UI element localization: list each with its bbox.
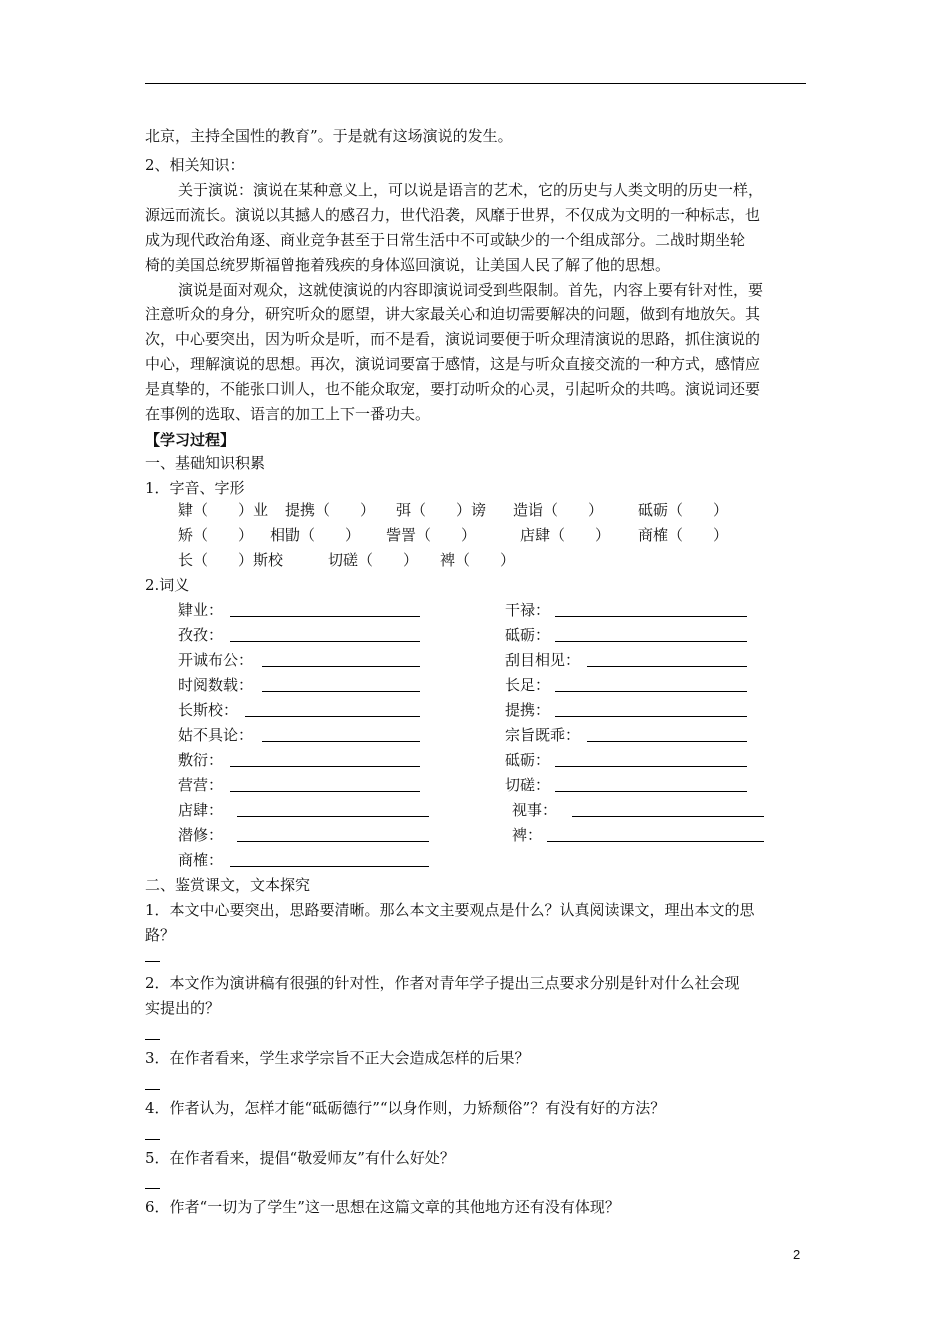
answer-blank[interactable] (555, 791, 747, 792)
vocabulary-heading: 2.词义 (145, 576, 190, 594)
pinyin-item: 訾詈（ ） (386, 526, 477, 544)
vocab-term: 时阅数载： (178, 676, 254, 694)
para2-line: 是真挚的，不能张口训人，也不能众取宠，要打动听众的心灵，引起听众的共鸣。演说词还要 (145, 380, 761, 398)
pinyin-item: 肄（ ）业 (178, 501, 269, 519)
answer-blank[interactable] (237, 841, 429, 842)
answer-blank[interactable] (555, 641, 747, 642)
answer-blank[interactable] (587, 741, 747, 742)
pinyin-item: 砥砺（ ） (638, 501, 729, 519)
page-number: 2 (793, 1247, 801, 1262)
pinyin-item: 提携（ ） (285, 501, 376, 519)
para2-line: 次，中心要突出，因为听众是听，而不是看，演说词要便于听众理清演说的思路，抓住演说的 (145, 330, 761, 348)
vocab-term: 切磋： (505, 776, 551, 794)
answer-blank[interactable] (555, 691, 747, 692)
answer-blank[interactable] (145, 1139, 160, 1140)
answer-blank[interactable] (555, 616, 747, 617)
vocab-term: 长斯校： (178, 701, 239, 719)
para2-line: 注意听众的身分，研究听众的愿望，讲大家最关心和迫切需要解决的问题，做到有地放矢。其 (145, 305, 761, 323)
vocab-term: 宗旨既乖： (505, 726, 581, 744)
answer-blank[interactable] (547, 841, 764, 842)
pinyin-item: 裨（ ） (440, 551, 516, 569)
vocab-term: 长足： (505, 676, 551, 694)
answer-blank[interactable] (237, 816, 429, 817)
answer-blank[interactable] (245, 716, 420, 717)
para1-line: 源远而流长。演说以其撼人的感召力，世代沿袭，风靡于世界，不仅成为文明的一种标志，也 (145, 206, 761, 224)
vocab-term: 砥砺： (505, 626, 551, 644)
header-rule (145, 83, 806, 84)
pinyin-item: 长（ ）斯校 (178, 551, 284, 569)
question-line: 实提出的？ (145, 999, 221, 1017)
pinyin-item: 矫（ ） (178, 526, 254, 544)
para2-line: 演说是面对观众，这就使演说的内容即演说词受到些限制。首先，内容上要有针对性，要 (178, 281, 764, 299)
answer-blank[interactable] (572, 816, 764, 817)
vocab-term: 姑不具论： (178, 726, 254, 744)
answer-blank[interactable] (587, 666, 747, 667)
question-line: 路？ (145, 926, 176, 944)
para1-line: 椅的美国总统罗斯福曾拖着残疾的身体巡回演说，让美国人民了解了他的思想。 (145, 256, 671, 274)
answer-blank[interactable] (262, 666, 420, 667)
vocab-term: 砥砺： (505, 751, 551, 769)
vocab-term: 潜修： (178, 826, 224, 844)
answer-blank[interactable] (145, 961, 160, 962)
learning-process-title: 【学习过程】 (145, 431, 236, 449)
intro-line: 北京，主持全国性的教育”。于是就有这场演说的发生。 (145, 127, 513, 145)
answer-blank[interactable] (262, 741, 420, 742)
vocab-term: 店肆： (178, 801, 224, 819)
answer-blank[interactable] (230, 616, 420, 617)
pinyin-item: 造诣（ ） (513, 501, 604, 519)
vocab-term: 敷衍： (178, 751, 224, 769)
para2-line: 中心，理解演说的思想。再次，演说词要富于感情，这是与听众直接交流的一种方式，感情应 (145, 355, 761, 373)
vocab-term: 提携： (505, 701, 551, 719)
question-line: 1．本文中心要突出，思路要清晰。那么本文主要观点是什么？认真阅读课文，理出本文的思 (145, 901, 755, 919)
vocab-term: 视事： (512, 801, 558, 819)
pinyin-item: 店肆（ ） (520, 526, 611, 544)
pinyin-item: 相勖（ ） (270, 526, 361, 544)
question-line: 2．本文作为演讲稿有很强的针对性，作者对青年学子提出三点要求分别是针对什么社会现 (145, 974, 740, 992)
section1-heading: 一、基础知识积累 (145, 454, 266, 472)
question-line: 6．作者“一切为了学生”这一思想在这篇文章的其他地方还有没有体现？ (145, 1198, 620, 1216)
pronunciation-heading: 1．字音、字形 (145, 479, 245, 497)
related-knowledge-heading: 2、相关知识： (145, 156, 245, 174)
answer-blank[interactable] (230, 641, 420, 642)
answer-blank[interactable] (555, 766, 747, 767)
vocab-term: 孜孜： (178, 626, 224, 644)
answer-blank[interactable] (230, 866, 429, 867)
answer-blank[interactable] (145, 1039, 160, 1040)
answer-blank[interactable] (262, 691, 420, 692)
section2-heading: 二、鉴赏课文，文本探究 (145, 876, 311, 894)
para1-line: 关于演说：演说在某种意义上，可以说是语言的艺术，它的历史与人类文明的历史一样， (178, 181, 764, 199)
pinyin-item: 切磋（ ） (328, 551, 419, 569)
pinyin-item: 弭（ ）谤 (396, 501, 487, 519)
answer-blank[interactable] (555, 716, 747, 717)
pinyin-item: 商榷（ ） (638, 526, 729, 544)
vocab-term: 肄业： (178, 601, 224, 619)
para2-line: 在事例的选取、语言的加工上下一番功夫。 (145, 405, 431, 423)
question-line: 3．在作者看来，学生求学宗旨不正大会造成怎样的后果？ (145, 1049, 530, 1067)
answer-blank[interactable] (145, 1089, 160, 1090)
vocab-term: 商榷： (178, 851, 224, 869)
vocab-term: 开诚布公： (178, 651, 254, 669)
vocab-term: 刮目相见： (505, 651, 581, 669)
question-line: 4．作者认为，怎样才能“砥砺德行”“以身作则，力矫颓俗”？有没有好的方法？ (145, 1099, 666, 1117)
vocab-term: 营营： (178, 776, 224, 794)
answer-blank[interactable] (230, 791, 420, 792)
vocab-term: 干禄： (505, 601, 551, 619)
para1-line: 成为现代政治角逐、商业竞争甚至于日常生活中不可或缺少的一个组成部分。二战时期坐轮 (145, 231, 746, 249)
answer-blank[interactable] (230, 766, 420, 767)
vocab-term: 裨： (512, 826, 543, 844)
answer-blank[interactable] (145, 1188, 160, 1189)
question-line: 5．在作者看来，提倡“敬爱师友”有什么好处？ (145, 1149, 455, 1167)
